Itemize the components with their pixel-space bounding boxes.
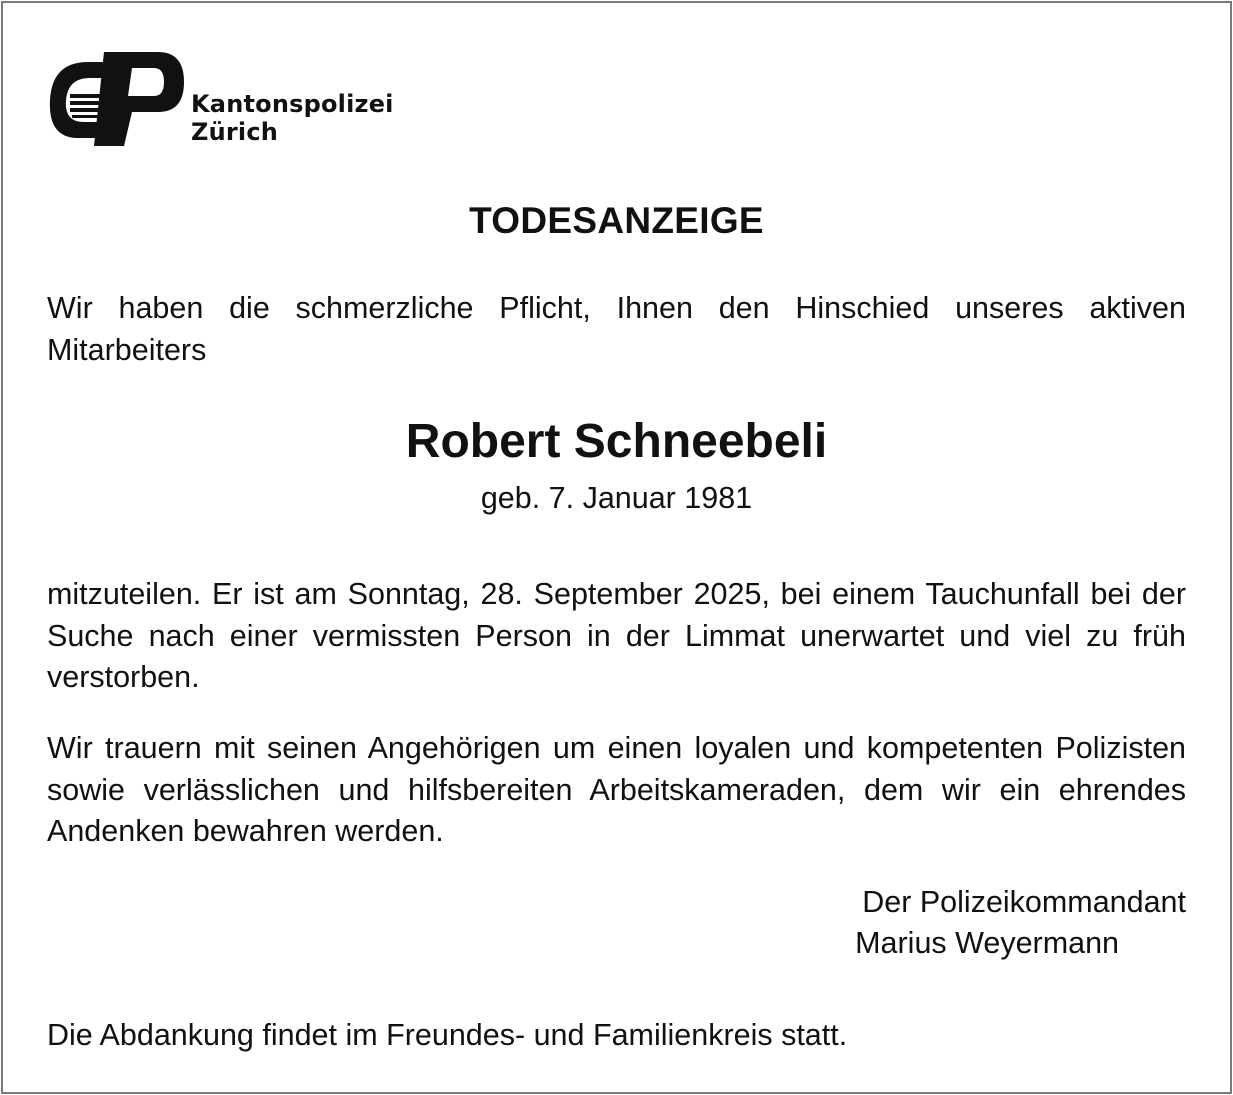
logo-line-2: Zürich: [191, 118, 279, 146]
birth-date: geb. 7. Januar 1981: [480, 481, 753, 515]
signature-title: Der Polizeikommandant: [862, 885, 1186, 919]
kapo-zh-emblem-icon: [48, 50, 188, 150]
intro-paragraph: Wir haben die schmerzliche Pflicht, Ihnen den Hinschied unseres aktiven Mitarbeiters: [47, 291, 1186, 367]
police-logo: [48, 50, 428, 150]
logo-text: [191, 90, 394, 146]
logo-line-1: Kantonspolizei: [191, 90, 394, 118]
notice-heading: TODESANZEIGE: [469, 200, 764, 241]
funeral-note: Die Abdankung findet im Freundes- und Familienkreis statt.: [47, 1018, 848, 1052]
mourning-paragraph: Wir trauern mit seinen Angehörigen um einen loyalen und kompetenten Polizisten sowie verlässlichen und hilfsbereiten Arbeitskameraden, dem wir ein ehrendes Andenken bewahren werden.: [47, 731, 1186, 848]
signature-name: Marius Weyermann: [855, 926, 1119, 960]
death-paragraph: mitzuteilen. Er ist am Sonntag, 28. September 2025, bei einem Tauchunfall bei der Suche nach einer vermissten Person in der Limmat unerwartet und viel zu früh verstorben.: [47, 577, 1186, 694]
signature-block: [766, 882, 1186, 964]
deceased-name: Robert Schneebeli: [405, 415, 828, 468]
